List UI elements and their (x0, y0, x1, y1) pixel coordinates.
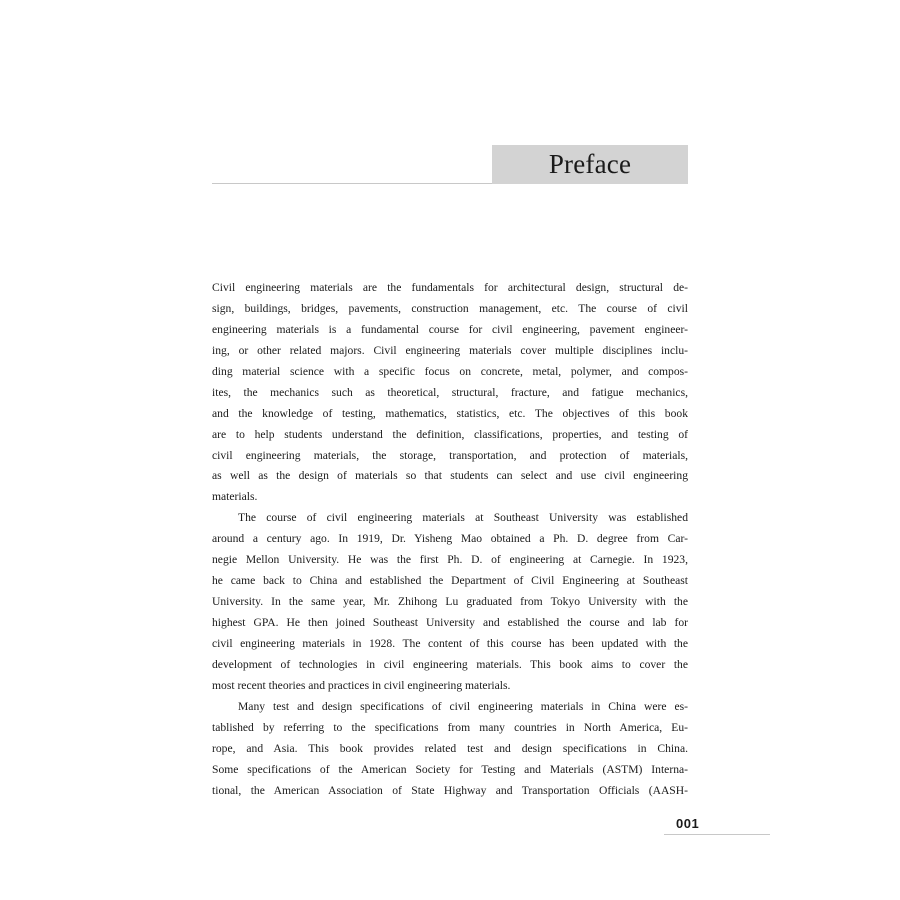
text-line: engineering materials is a fundamental course for civil engineering, pavement engineer- (212, 322, 688, 336)
text-line: ding material science with a specific focus on concrete, metal, polymer, and compos- (212, 364, 688, 378)
text-line: most recent theories and practices in civil engineering materials. (212, 678, 511, 692)
text-line: development of technologies in civil engineering materials. This book aims to cover the (212, 657, 688, 671)
text-line: as well as the design of materials so that students can select and use civil engineering (212, 469, 688, 483)
text-line: tablished by referring to the specifications from many countries in North America, Eu- (212, 720, 688, 734)
text-line: civil engineering materials, the storage, transportation, and protection of materials, (212, 448, 688, 462)
page-number-rule (664, 834, 770, 835)
text-line: Civil engineering materials are the fundamentals for architectural design, structural de- (212, 281, 688, 294)
text-line: highest GPA. He then joined Southeast University and established the course and lab for (212, 616, 688, 629)
text-line: negie Mellon University. He was the first Ph. D. of engineering at Carnegie. In 1923, (212, 553, 688, 567)
text-line: sign, buildings, bridges, pavements, construction management, etc. The course of civil (212, 301, 688, 315)
text-line: Many test and design specifications of civil engineering materials in China were es- (238, 699, 688, 713)
text-line: ing, or other related majors. Civil engineering materials cover multiple disciplines inclu- (212, 343, 688, 357)
page-title: Preface (548, 149, 632, 179)
text-line: civil engineering materials in 1928. The content of this course has been updated with the (212, 636, 688, 650)
preface-body (212, 278, 688, 801)
page-number: 001 (676, 816, 700, 831)
title-banner (492, 145, 688, 184)
text-line: are to help students understand the definition, classifications, properties, and testing of (212, 427, 688, 441)
text-line: rope, and Asia. This book provides related test and design specifications in China. (212, 741, 688, 755)
text-line: and the knowledge of testing, mathematics, statistics, etc. The objectives of this book (212, 406, 688, 420)
text-line: ites, the mechanics such as theoretical, structural, fracture, and fatigue mechanics, (212, 385, 688, 399)
text-line: around a century ago. In 1919, Dr. Yisheng Mao obtained a Ph. D. degree from Car- (212, 532, 688, 546)
text-line: University. In the same year, Mr. Zhihong Lu graduated from Tokyo University with the (212, 595, 688, 609)
text-line: materials. (212, 490, 258, 504)
text-line: he came back to China and established the Department of Civil Engineering at Southeast (212, 574, 688, 588)
text-line: The course of civil engineering materials at Southeast University was established (238, 511, 688, 525)
text-line: Some specifications of the American Society for Testing and Materials (ASTM) Interna- (212, 762, 688, 776)
text-line: tional, the American Association of State Highway and Transportation Officials (AASH- (212, 783, 688, 797)
